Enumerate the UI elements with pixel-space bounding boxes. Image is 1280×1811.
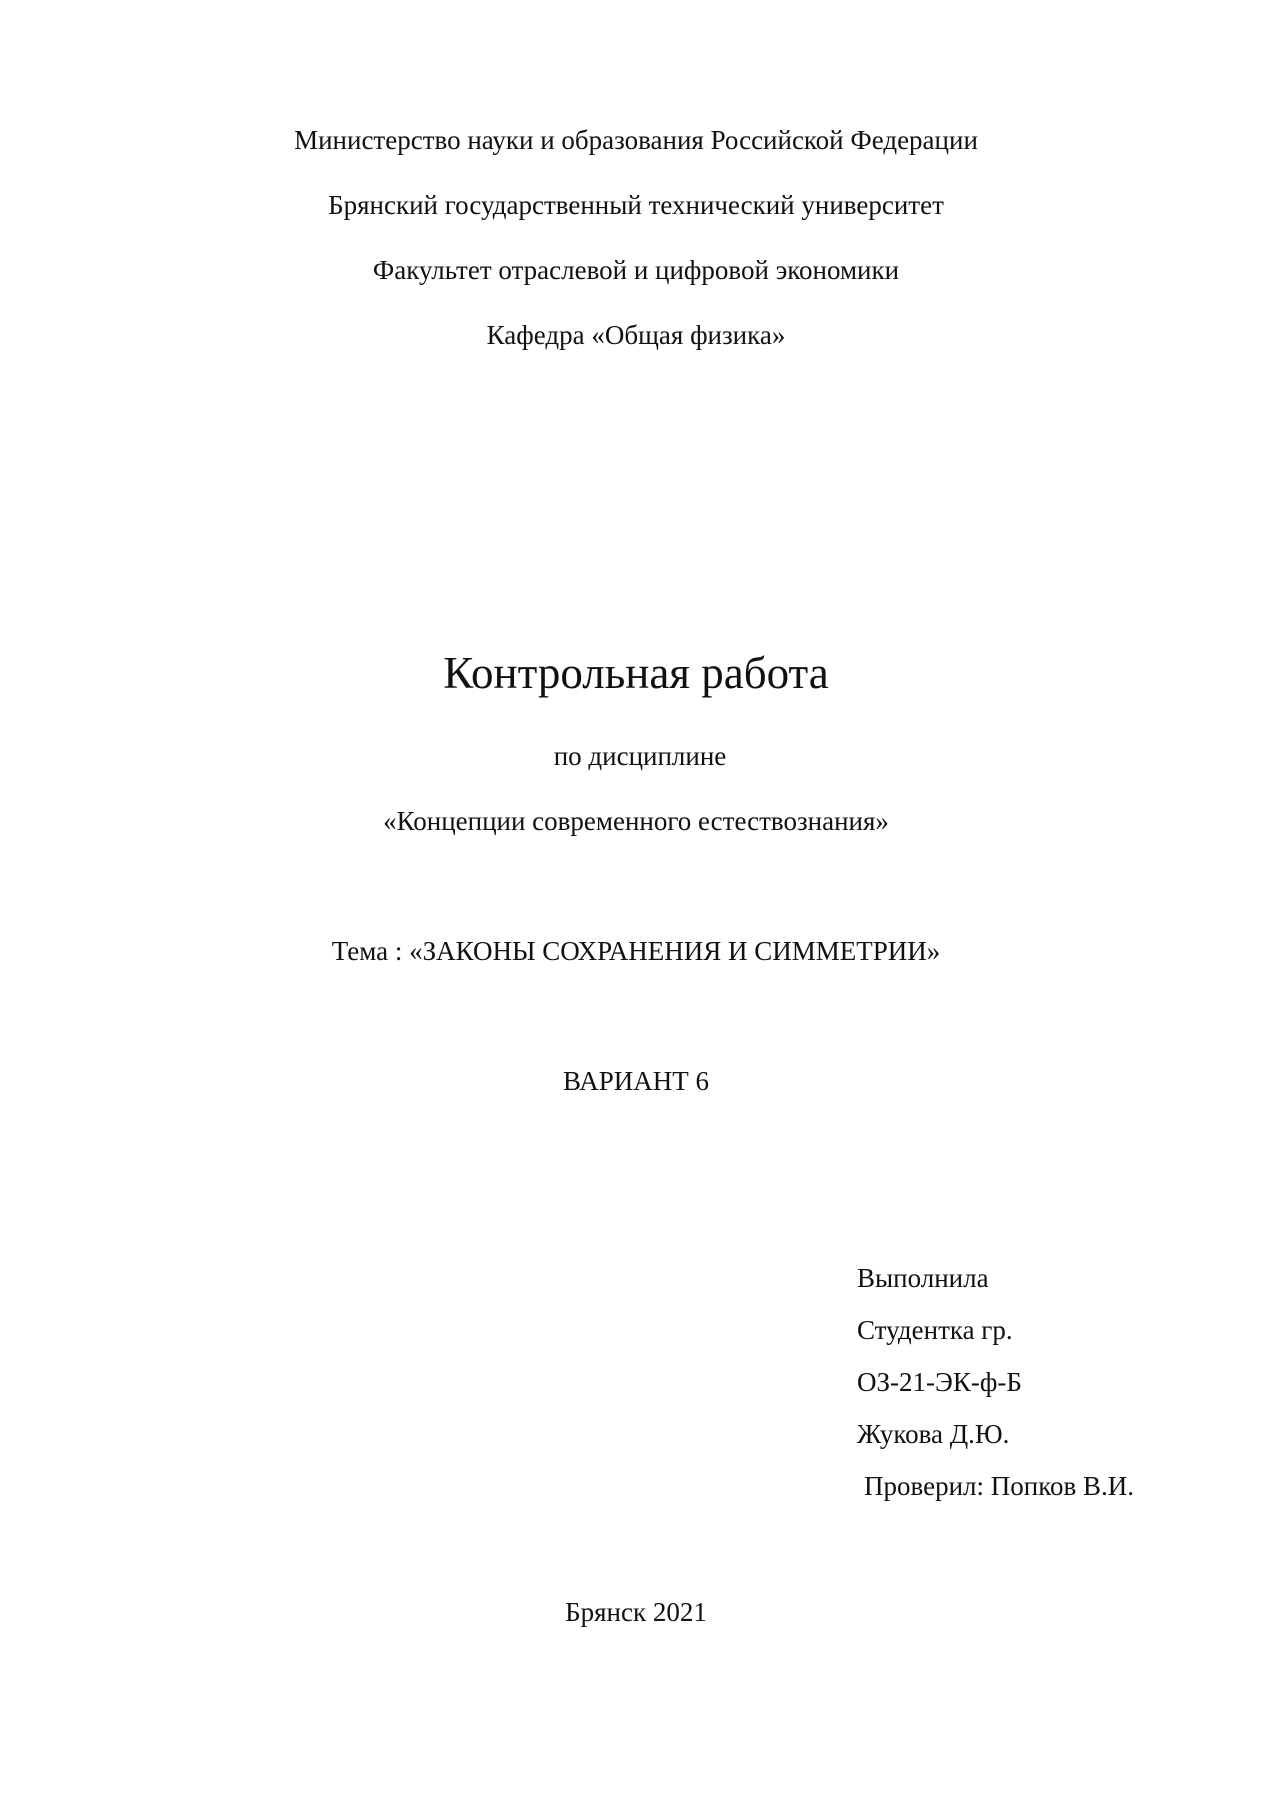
department-line: Кафедра «Общая физика» (486, 320, 786, 350)
variant-line: ВАРИАНТ 6 (562, 1066, 710, 1096)
ministry-line: Министерство науки и образования Российской Федерации (294, 125, 978, 155)
group-code: ОЗ-21-ЭК-ф-Б (857, 1367, 1022, 1397)
document-title: Контрольная работа (443, 648, 829, 698)
performed-by-label: Выполнила (857, 1263, 989, 1293)
student-group-label: Студентка гр. (857, 1315, 1013, 1345)
faculty-line: Факультет отраслевой и цифровой экономики (372, 255, 900, 285)
discipline-intro: по дисциплине (553, 741, 727, 771)
theme-line: Тема : «ЗАКОНЫ СОХРАНЕНИЯ И СИММЕТРИИ» (331, 936, 941, 966)
university-line: Брянский государственный технический университет (328, 190, 944, 220)
checked-by-line: Проверил: Попков В.И. (864, 1471, 1134, 1501)
student-name: Жукова Д.Ю. (857, 1419, 1010, 1449)
city-year-line: Брянск 2021 (565, 1597, 707, 1627)
signature-block (857, 1260, 1257, 1520)
discipline-name: «Концепции современного естествознания» (383, 806, 889, 836)
